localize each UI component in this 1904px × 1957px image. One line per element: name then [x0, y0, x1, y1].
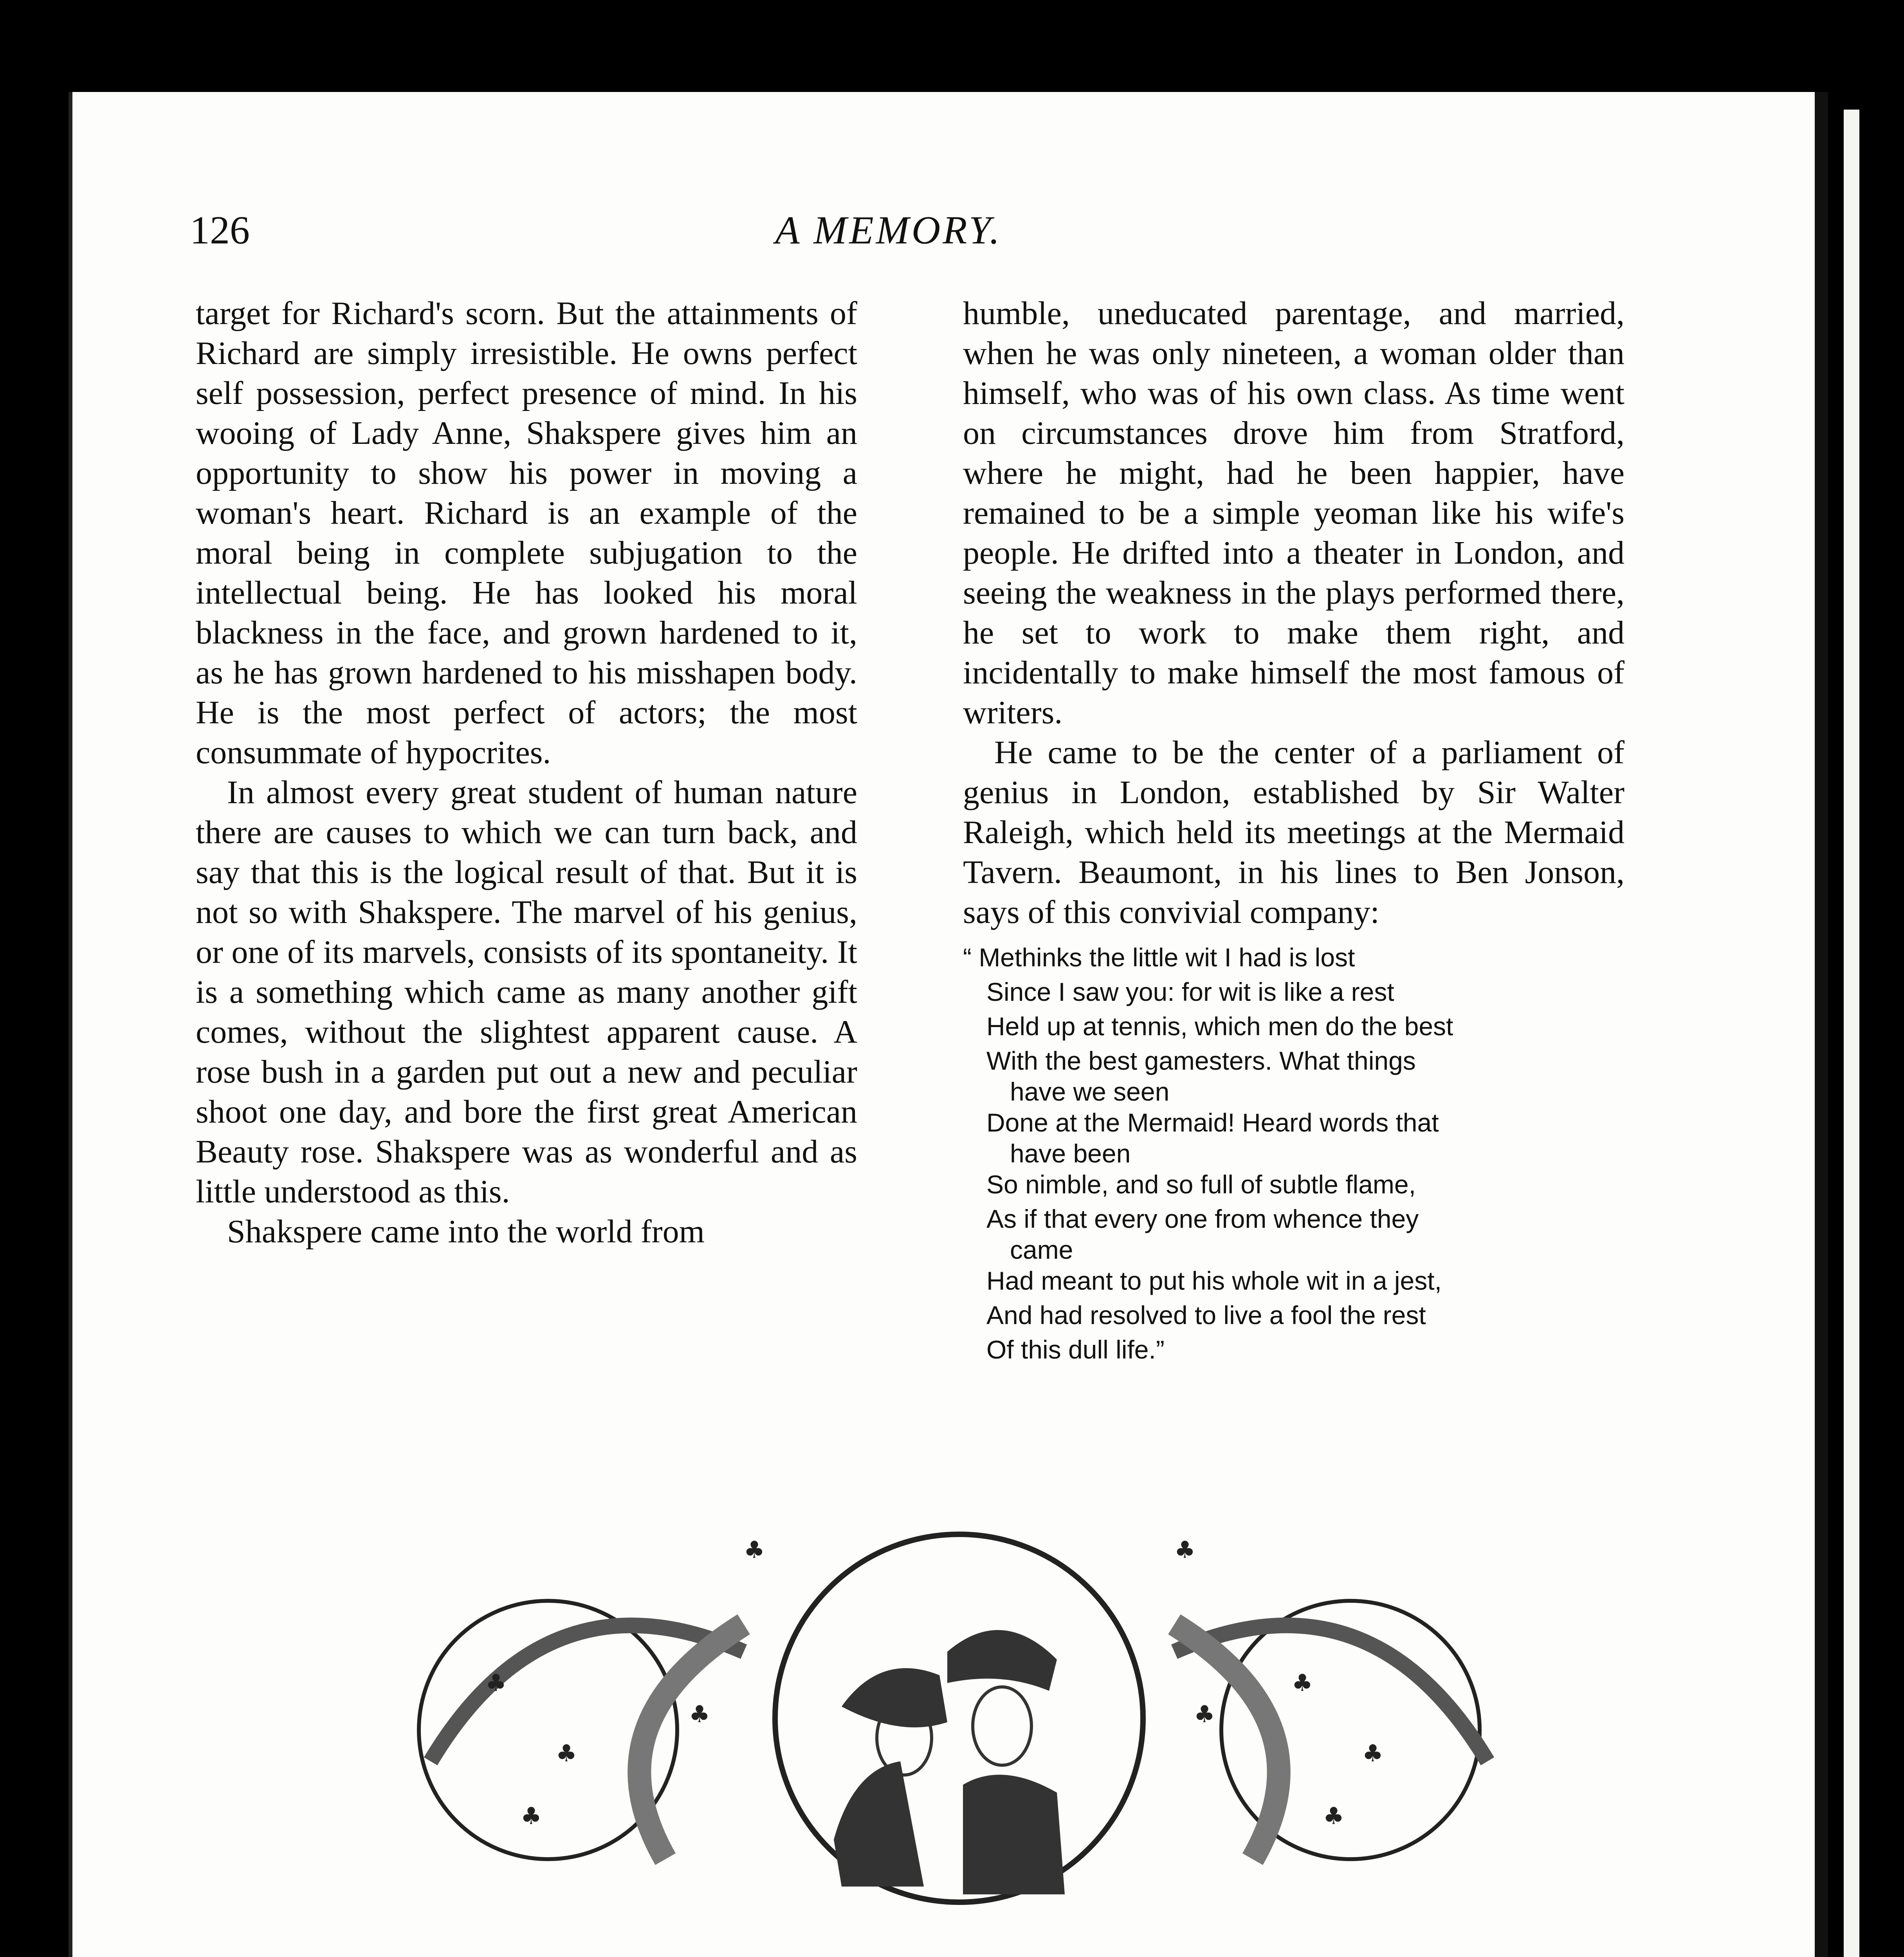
paragraph: Shakspere came into the world from — [227, 1213, 705, 1250]
quoted-verse — [963, 940, 1625, 1367]
svg-text:♣: ♣ — [689, 1701, 710, 1728]
decorative-illustration — [391, 1487, 1527, 1949]
page-header — [190, 207, 1587, 262]
verse-line: Of this dull life.” — [986, 1335, 1165, 1364]
verse-line: And had resolved to live a fool the rest — [986, 1301, 1426, 1330]
verse-line: As if that every one from whence they — [986, 1204, 1419, 1233]
svg-text:♣: ♣ — [1362, 1740, 1383, 1767]
svg-text:♣: ♣ — [521, 1802, 542, 1830]
verse-line: Done at the Mermaid! Heard words that — [986, 1108, 1439, 1137]
verse-line: came — [1010, 1235, 1073, 1264]
paragraph: He came to be the center of a parliament of genius in London, established by Sir Walter Raleigh, which held its meetings at the Mermaid Tavern. Beaumont, in his lines to Ben Jonson, says of this convivial company: — [963, 734, 1625, 930]
svg-text:♣: ♣ — [1323, 1802, 1344, 1830]
svg-text:♣: ♣ — [556, 1740, 577, 1767]
right-column — [963, 294, 1625, 1367]
two-women-vignette-icon — [391, 1487, 1527, 1949]
verse-line: have been — [1010, 1139, 1131, 1168]
page-number: 126 — [190, 208, 250, 252]
svg-text:♣: ♣ — [1174, 1536, 1195, 1564]
paragraph: target for Richard's scorn. But the attainments of Richard are simply irresistible. He owns perfect self possession, perfect presence of mind. In his wooing of Lady Anne, Shakspere gives him an opportunity to show his power in moving a woman's heart. Richard is an example of the moral being in complete subjugation to the intellectual being. He has looked his moral blackness in the face, and grown hardened to it, as he has grown hardened to his misshapen body. He is the most perfect of actors; the most consummate of hypocrites. — [196, 295, 857, 771]
svg-text:♣: ♣ — [1292, 1669, 1313, 1697]
left-column — [196, 294, 857, 1252]
verse-line: “ Methinks the little wit I had is lost — [963, 943, 1355, 972]
verse-line: Had meant to put his whole wit in a jest, — [986, 1266, 1442, 1295]
svg-text:♣: ♣ — [744, 1536, 765, 1564]
verse-line: Held up at tennis, which men do the best — [986, 1012, 1453, 1041]
verse-line: Since I saw you: for wit is like a rest — [986, 977, 1394, 1006]
verse-line: So nimble, and so full of subtle flame, — [986, 1170, 1416, 1199]
running-title: A MEMORY. — [775, 208, 1002, 252]
paragraph: humble, uneducated parentage, and married, when he was only nineteen, a woman older than himself, who was of his own class. As time went on circumstances drove him from Stratford, where he might, had he been happier, have remained to be a simple yeoman like his wife's people. He drifted into a theater in London, and seeing the weakness in the plays performed there, he set to work to make them right, and incidentally to make himself the most famous of writers. — [963, 295, 1625, 731]
svg-text:♣: ♣ — [485, 1669, 507, 1697]
verse-line: have we seen — [1010, 1077, 1170, 1106]
paragraph: In almost every great student of human nature there are causes to which we can turn back, and say that this is the logical result of that. But it is not so with Shakspere. The marvel of his genius, or one of its marvels, consists of its spontaneity. It is a something which came as many another gift comes, without the slightest apparent cause. A rose bush in a garden put out a new and peculiar shoot one day, and bore the first great American Beauty rose. Shakspere was as wonderful and as little understood as this. — [196, 774, 857, 1210]
verse-line: With the best gamesters. What things — [986, 1046, 1416, 1075]
svg-text:♣: ♣ — [1194, 1701, 1215, 1728]
facing-page-edge — [1844, 110, 1859, 1957]
